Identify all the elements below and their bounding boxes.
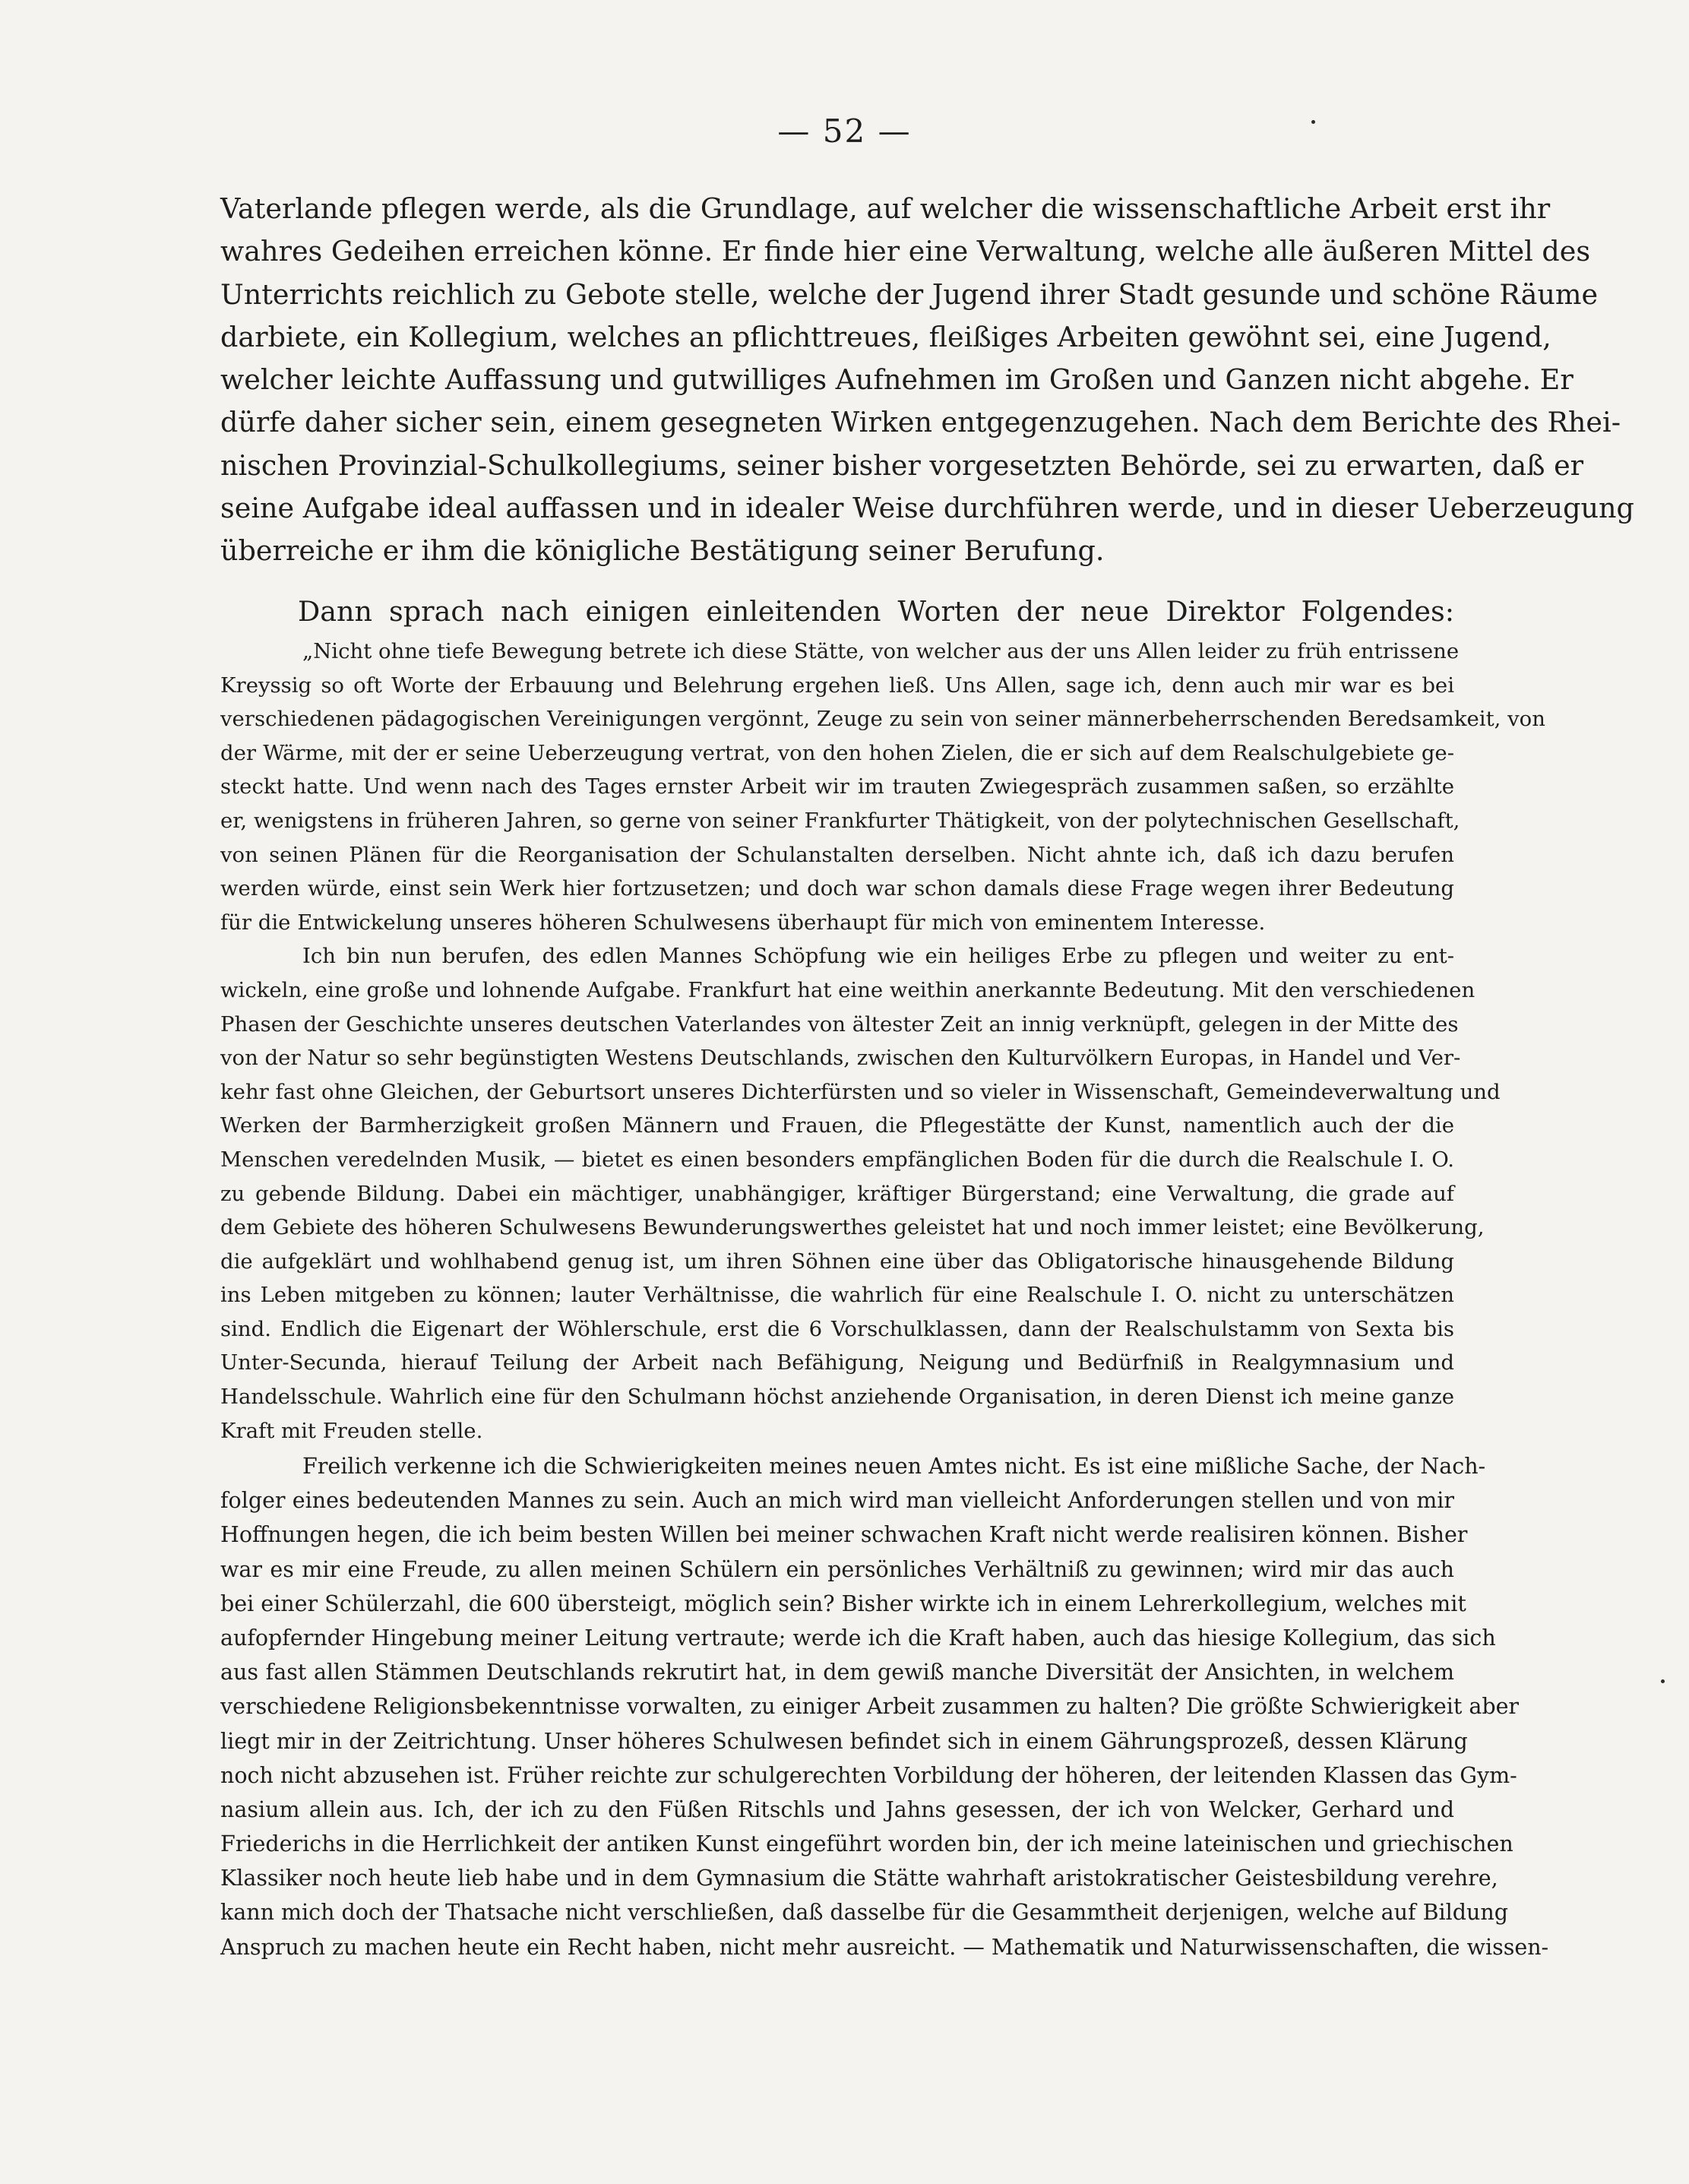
- text-line: bei einer Schülerzahl, die 600 übersteigt, möglich sein? Bisher wirkte ich in einem Lehrerkollegium, welches mit: [220, 1591, 1466, 1616]
- quote-line: er, wenigstens in früheren Jahren, so gerne von seiner Frankfurter Thätigkeit, von der polytechnischen Gesellschaft,: [220, 808, 1460, 833]
- quote-block: [220, 635, 1545, 1448]
- text-line: überreiche er ihm die königliche Bestätigung seiner Berufung.: [220, 534, 1105, 568]
- quote-line: Handelsschule. Wahrlich eine für den Schulmann höchst anziehende Organisation, in deren Dienst ich meine ganze: [220, 1385, 1454, 1410]
- text-line: nischen Provinzial-Schulkollegiums, seiner bisher vorgesetzten Behörde, sei zu erwarten, daß er: [220, 448, 1584, 482]
- text-line: aufopfernder Hingebung meiner Leitung vertraute; werde ich die Kraft haben, auch das hiesige Kollegium, das sich: [220, 1625, 1496, 1651]
- paragraph-3: [220, 1449, 1549, 1964]
- text-line: Anspruch zu machen heute ein Recht haben, nicht mehr ausreicht. — Mathematik und Naturwissenschaften, die wissen-: [220, 1934, 1549, 1960]
- quote-line: für die Entwickelung unseres höheren Schulwesens überhaupt für mich von eminentem Interesse.: [220, 910, 1266, 935]
- text-line: folger eines bedeutenden Mannes zu sein. Auch an mich wird man vielleicht Anforderungen stellen und von mir: [220, 1488, 1454, 1514]
- text-line: nasium allein aus. Ich, der ich zu den Füßen Ritschls und Jahns gesessen, der ich von Welcker, Gerhard und: [220, 1796, 1454, 1822]
- text-line: verschiedene Religionsbekenntnisse vorwalten, zu einiger Arbeit zusammen zu halten? Die größte Schwierigkeit aber: [220, 1694, 1520, 1720]
- text-line: Dann sprach nach einigen einleitenden Worten der neue Direktor Folgendes:: [298, 595, 1454, 628]
- quote-line: sind. Endlich die Eigenart der Wöhlerschule, erst die 6 Vorschulklassen, dann der Realschulstamm von Sexta bis: [220, 1316, 1454, 1341]
- quote-line: steckt hatte. Und wenn nach des Tages ernster Arbeit wir im trauten Zwiegespräch zusammen saßen, so erzählte: [220, 774, 1454, 799]
- text-line: Friederichs in die Herrlichkeit der antiken Kunst eingeführt worden bin, der ich meine lateinischen und griechischen: [220, 1831, 1513, 1857]
- text-line: Freilich verkenne ich die Schwierigkeiten meines neuen Amtes nicht. Es ist eine mißliche Sache, der Nach-: [302, 1454, 1486, 1479]
- text-line: Vaterlande pflegen werde, als die Grundlage, auf welcher die wissenschaftliche Arbeit erst ihr: [220, 192, 1551, 225]
- paragraph-2: [220, 590, 1454, 633]
- ink-speck: [1661, 1679, 1665, 1683]
- text-line: Hoffnungen hegen, die ich beim besten Willen bei meiner schwachen Kraft nicht werde realisiren können. Bisher: [220, 1522, 1468, 1548]
- quote-line: Ich bin nun berufen, des edlen Mannes Schöpfung wie ein heiliges Erbe zu pflegen und weiter zu ent-: [302, 944, 1454, 969]
- quote-line: verschiedenen pädagogischen Vereinigungen vergönnt, Zeuge zu sein von seiner männerbeherrschenden Beredsamkeit, von: [220, 707, 1545, 732]
- quote-line: Phasen der Geschichte unseres deutschen Vaterlandes von ältester Zeit an innig verknüpft, gelegen in der Mitte des: [220, 1011, 1459, 1037]
- text-line: kann mich doch der Thatsache nicht verschließen, daß dasselbe für die Gesammtheit derjenigen, welche auf Bildung: [220, 1900, 1508, 1926]
- quote-line: „Nicht ohne tiefe Bewegung betrete ich diese Stätte, von welcher aus der uns Allen leider zu früh entrissene: [302, 639, 1460, 663]
- paragraph-1: [220, 188, 1634, 573]
- quote-line: von seinen Plänen für die Reorganisation der Schulanstalten derselben. Nicht ahnte ich, daß ich dazu berufen: [220, 842, 1454, 867]
- text-line: Klassiker noch heute lieb habe und in dem Gymnasium die Stätte wahrhaft aristokratischer Geistesbildung verehre,: [220, 1866, 1498, 1891]
- text-line: war es mir eine Freude, zu allen meinen Schülern ein persönliches Verhältniß zu gewinnen; wird mir das auch: [220, 1556, 1454, 1582]
- text-line: noch nicht abzusehen ist. Früher reichte zur schulgerechten Vorbildung der höheren, der leitenden Klassen das Gym-: [220, 1762, 1517, 1788]
- text-line: dürfe daher sicher sein, einem gesegneten Wirken entgegenzugehen. Nach dem Berichte des Rhei-: [220, 406, 1621, 439]
- quote-line: werden würde, einst sein Werk hier fortzusetzen; und doch war schon damals diese Frage wegen ihrer Bedeutung: [220, 876, 1454, 901]
- quote-line: die aufgeklärt und wohlhabend genug ist, um ihren Söhnen eine über das Obligatorische hinausgehende Bildung: [220, 1249, 1454, 1274]
- quote-line: dem Gebiete des höheren Schulwesens Bewunderungswerthes geleistet hat und noch immer leistet; eine Bevölkerung,: [220, 1215, 1485, 1240]
- text-line: wahres Gedeihen erreichen könne. Er finde hier eine Verwaltung, welche alle äußeren Mittel des: [220, 235, 1591, 268]
- quote-line: Unter-Secunda, hierauf Teilung der Arbeit nach Befähigung, Neigung und Bedürfniß in Realgymnasium und: [220, 1350, 1454, 1375]
- quote-line: Werken der Barmherzigkeit großen Männern und Frauen, die Pflegestätte der Kunst, namentlich auch der die: [220, 1113, 1454, 1138]
- text-line: liegt mir in der Zeitrichtung. Unser höheres Schulwesen befindet sich in einem Gährungsprozeß, dessen Klärung: [220, 1728, 1468, 1754]
- quote-line: Menschen veredelnden Musik, — bietet es einen besonders empfänglichen Boden für die durch die Realschule I. O.: [220, 1147, 1454, 1172]
- quote-line: ins Leben mitgeben zu können; lauter Verhältnisse, die wahrlich für eine Realschule I. O. nicht zu unterschätzen: [220, 1283, 1454, 1308]
- text-line: Unterrichts reichlich zu Gebote stelle, welche der Jugend ihrer Stadt gesunde und schöne Räume: [220, 277, 1599, 311]
- text-line: darbiete, ein Kollegium, welches an pflichttreues, fleißiges Arbeiten gewöhnt sei, eine Jugend,: [220, 320, 1551, 353]
- quote-line: Kreyssig so oft Worte der Erbauung und Belehrung ergehen ließ. Uns Allen, sage ich, denn auch mir war es bei: [220, 673, 1454, 698]
- quote-line: Kraft mit Freuden stelle.: [220, 1418, 483, 1443]
- quote-line: zu gebende Bildung. Dabei ein mächtiger, unabhängiger, kräftiger Bürgerstand; eine Verwaltung, die grade auf: [220, 1181, 1454, 1206]
- quote-line: kehr fast ohne Gleichen, der Geburtsort unseres Dichterfürsten und so vieler in Wissenschaft, Gemeindeverwaltung und: [220, 1079, 1501, 1104]
- quote-line: der Wärme, mit der er seine Ueberzeugung vertrat, von den hohen Zielen, die er sich auf dem Realschulgebiete ge-: [220, 740, 1454, 765]
- quote-line: von der Natur so sehr begünstigten Westens Deutschlands, zwischen den Kulturvölkern Europas, in Handel und Ver-: [220, 1046, 1461, 1071]
- text-line: welcher leichte Auffassung und gutwilliges Aufnehmen im Großen und Ganzen nicht abgehe. Er: [220, 363, 1574, 397]
- page-number: — 52 —: [777, 112, 912, 150]
- text-line: aus fast allen Stämmen Deutschlands rekrutirt hat, in dem gewiß manche Diversität der Ansichten, in welchem: [220, 1660, 1454, 1685]
- quote-line: wickeln, eine große und lohnende Aufgabe. Frankfurt hat eine weithin anerkannte Bedeutung. Mit den verschiedenen: [220, 977, 1476, 1002]
- text-line: seine Aufgabe ideal auffassen und in idealer Weise durchführen werde, und in dieser Ueberzeugung: [220, 492, 1634, 525]
- ink-speck: [1311, 120, 1315, 124]
